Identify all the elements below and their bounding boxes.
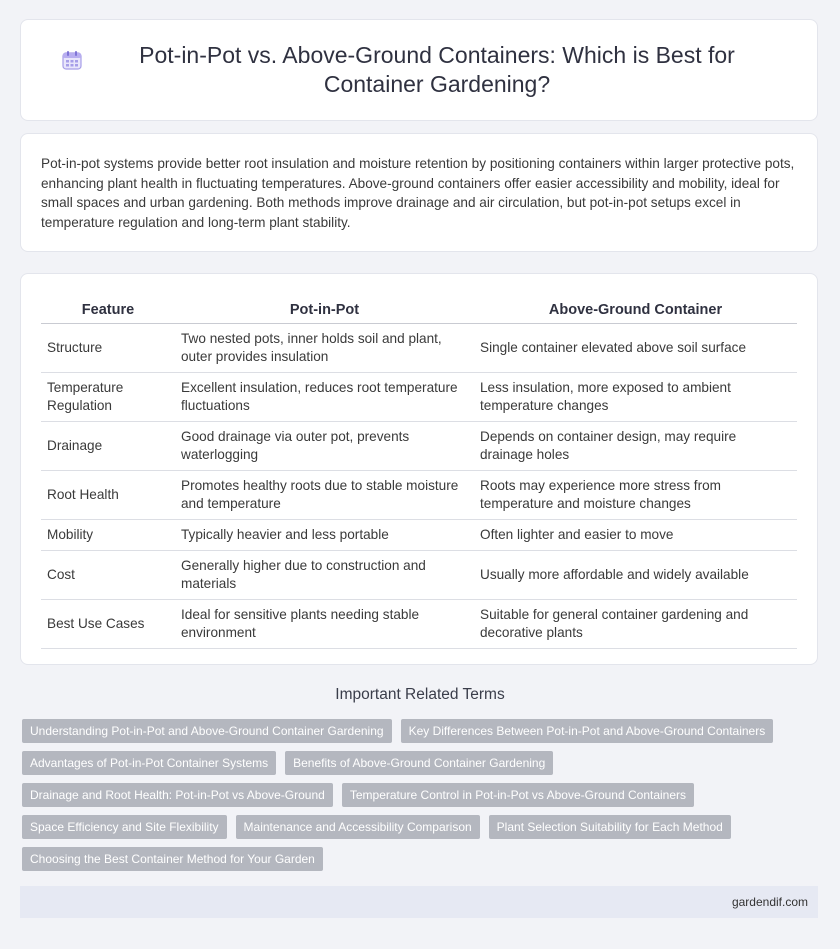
table-header-row xyxy=(41,294,797,324)
pot-in-pot-cell: Two nested pots, inner holds soil and plant, outer provides insulation xyxy=(175,324,474,373)
table-row xyxy=(41,520,797,551)
table-row xyxy=(41,422,797,471)
column-header-above-ground: Above-Ground Container xyxy=(474,294,797,324)
comparison-table xyxy=(41,294,797,649)
feature-cell: Temperature Regulation xyxy=(41,373,175,422)
intro-card xyxy=(20,133,818,252)
above-ground-cell: Roots may experience more stress from temperature and moisture changes xyxy=(474,471,797,520)
related-term-link[interactable]: Drainage and Root Health: Pot-in-Pot vs Above-Ground xyxy=(22,783,333,807)
related-term-link[interactable]: Understanding Pot-in-Pot and Above-Ground Container Gardening xyxy=(22,719,392,743)
table-row xyxy=(41,471,797,520)
related-term-link[interactable]: Advantages of Pot-in-Pot Container Systems xyxy=(22,751,276,775)
pot-in-pot-cell: Excellent insulation, reduces root temperature fluctuations xyxy=(175,373,474,422)
pot-in-pot-cell: Typically heavier and less portable xyxy=(175,520,474,551)
feature-cell: Root Health xyxy=(41,471,175,520)
feature-cell: Mobility xyxy=(41,520,175,551)
above-ground-cell: Single container elevated above soil surface xyxy=(474,324,797,373)
related-term-link[interactable]: Temperature Control in Pot-in-Pot vs Above-Ground Containers xyxy=(342,783,694,807)
table-row xyxy=(41,551,797,600)
related-terms-heading: Important Related Terms xyxy=(335,686,505,703)
above-ground-cell: Suitable for general container gardening and decorative plants xyxy=(474,600,797,649)
feature-cell: Best Use Cases xyxy=(41,600,175,649)
related-term-link[interactable]: Benefits of Above-Ground Container Gardening xyxy=(285,751,553,775)
footer-site-name: gardendif.com xyxy=(731,895,808,909)
pot-in-pot-cell: Generally higher due to construction and materials xyxy=(175,551,474,600)
related-term-link[interactable]: Plant Selection Suitability for Each Method xyxy=(489,815,731,839)
column-header-pot-in-pot: Pot-in-Pot xyxy=(175,294,474,324)
footer xyxy=(20,886,818,918)
related-term-link[interactable]: Choosing the Best Container Method for Your Garden xyxy=(22,847,323,871)
table-row xyxy=(41,373,797,422)
intro-paragraph: Pot-in-pot systems provide better root insulation and moisture retention by positioning containers within larger protective pots, enhancing plant health in fluctuating temperatures. Above-ground containers offer easier accessibility and mobility, ideal for small spaces and urban gardening. Both methods improve drainage and air circulation, but pot-in-pot setups excel in temperature regulation and long-term plant stability. xyxy=(41,156,795,230)
pot-in-pot-cell: Promotes healthy roots due to stable moisture and temperature xyxy=(175,471,474,520)
calendar-icon xyxy=(61,49,83,71)
above-ground-cell: Depends on container design, may require drainage holes xyxy=(474,422,797,471)
feature-cell: Drainage xyxy=(41,422,175,471)
above-ground-cell: Less insulation, more exposed to ambient temperature changes xyxy=(474,373,797,422)
related-term-link[interactable]: Maintenance and Accessibility Comparison xyxy=(236,815,480,839)
related-term-link[interactable]: Key Differences Between Pot-in-Pot and Above-Ground Containers xyxy=(401,719,774,743)
comparison-table-card xyxy=(20,273,818,665)
pot-in-pot-cell: Good drainage via outer pot, prevents waterlogging xyxy=(175,422,474,471)
above-ground-cell: Usually more affordable and widely available xyxy=(474,551,797,600)
page-title: Pot-in-Pot vs. Above-Ground Containers: Which is Best for Container Gardening? xyxy=(139,42,735,97)
related-term-link[interactable]: Space Efficiency and Site Flexibility xyxy=(22,815,227,839)
feature-cell: Cost xyxy=(41,551,175,600)
pot-in-pot-cell: Ideal for sensitive plants needing stable environment xyxy=(175,600,474,649)
above-ground-cell: Often lighter and easier to move xyxy=(474,520,797,551)
feature-cell: Structure xyxy=(41,324,175,373)
title-wrap xyxy=(21,41,817,99)
title-card xyxy=(20,19,818,121)
related-terms-list xyxy=(22,719,802,879)
table-row xyxy=(41,324,797,373)
table-row xyxy=(41,600,797,649)
column-header-feature: Feature xyxy=(41,294,175,324)
